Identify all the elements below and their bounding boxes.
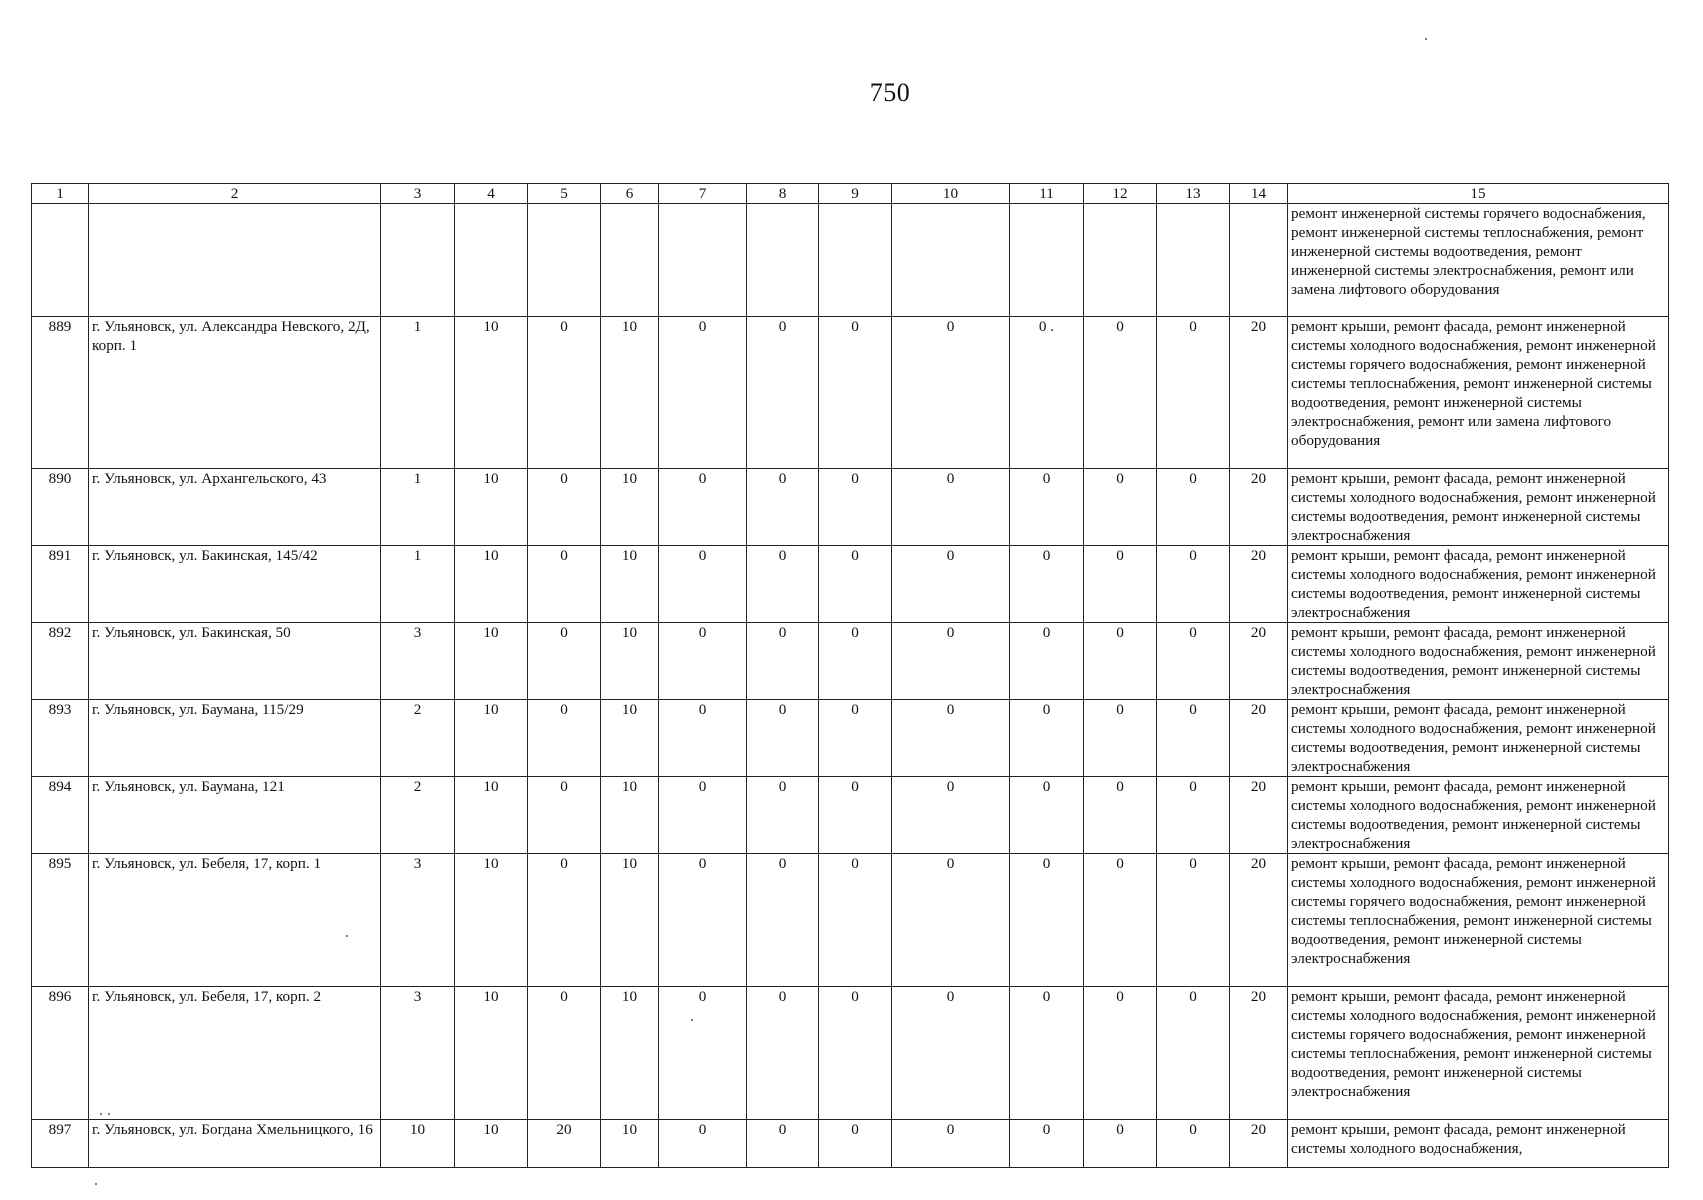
value-cell: 10	[381, 1120, 455, 1168]
value-cell: 0	[819, 777, 892, 854]
value-cell	[1230, 204, 1288, 317]
column-header: 14	[1230, 184, 1288, 204]
value-cell: 0	[1157, 623, 1230, 700]
value-cell: 0	[659, 546, 747, 623]
value-cell: 0	[892, 546, 1010, 623]
value-cell: 0	[747, 317, 819, 469]
value-cell: 0	[747, 623, 819, 700]
value-cell: 2	[381, 777, 455, 854]
address-cell: г. Ульяновск, ул. Баумана, 115/29	[89, 700, 381, 777]
value-cell: 0	[892, 1120, 1010, 1168]
value-cell: 3	[381, 987, 455, 1120]
value-cell: 0	[528, 777, 601, 854]
value-cell	[381, 204, 455, 317]
value-cell: 0	[747, 546, 819, 623]
value-cell: 0	[892, 469, 1010, 546]
value-cell: 0	[1157, 777, 1230, 854]
value-cell: 10	[455, 777, 528, 854]
value-cell	[659, 204, 747, 317]
value-cell: 20	[1230, 777, 1288, 854]
value-cell: 0	[659, 987, 747, 1120]
value-cell: 0	[747, 700, 819, 777]
value-cell: 0	[659, 854, 747, 987]
value-cell: 0	[1157, 1120, 1230, 1168]
value-cell: 0	[1157, 987, 1230, 1120]
table-row	[32, 777, 1669, 854]
scan-speck	[1425, 38, 1427, 40]
value-cell: 10	[455, 469, 528, 546]
value-cell: 0	[1010, 777, 1084, 854]
row-number-cell: 894	[32, 777, 89, 854]
column-header: 8	[747, 184, 819, 204]
value-cell	[747, 204, 819, 317]
address-cell: г. Ульяновск, ул. Богдана Хмельницкого, 16	[89, 1120, 381, 1168]
value-cell: 0	[1157, 854, 1230, 987]
value-cell: 0	[819, 987, 892, 1120]
column-header: 3	[381, 184, 455, 204]
table-row	[32, 623, 1669, 700]
value-cell: 0	[528, 854, 601, 987]
value-cell: 0	[1010, 546, 1084, 623]
value-cell: 0	[1084, 1120, 1157, 1168]
address-cell: г. Ульяновск, ул. Бакинская, 50	[89, 623, 381, 700]
address-cell: г. Ульяновск, ул. Бакинская, 145/42	[89, 546, 381, 623]
column-header: 9	[819, 184, 892, 204]
value-cell: 10	[455, 546, 528, 623]
value-cell	[601, 204, 659, 317]
value-cell: 0	[659, 317, 747, 469]
value-cell: 0	[1157, 317, 1230, 469]
row-number-cell	[32, 204, 89, 317]
works-list-cell: ремонт крыши, ремонт фасада, ремонт инженерной системы холодного водоснабжения, ремонт инженерной системы горячего водоснабжения, ремонт инженерной системы теплоснабжения, ремонт инженерной системы водоотведения, ремонт инженерной системы электроснабжения	[1288, 987, 1669, 1120]
value-cell: 10	[601, 777, 659, 854]
value-cell: 20	[1230, 546, 1288, 623]
works-list-cell: ремонт крыши, ремонт фасада, ремонт инженерной системы холодного водоснабжения, ремонт инженерной системы водоотведения, ремонт инженерной системы электроснабжения	[1288, 546, 1669, 623]
value-cell	[892, 204, 1010, 317]
value-cell: 10	[455, 987, 528, 1120]
value-cell: 0	[819, 854, 892, 987]
value-cell: 0	[659, 777, 747, 854]
address-cell: г. Ульяновск, ул. Баумана, 121	[89, 777, 381, 854]
value-cell: 0 .	[1010, 317, 1084, 469]
register-table	[31, 183, 1669, 1168]
value-cell: 10	[455, 854, 528, 987]
column-header: 15	[1288, 184, 1669, 204]
value-cell: 0	[747, 469, 819, 546]
value-cell: 0	[747, 854, 819, 987]
table-row	[32, 546, 1669, 623]
value-cell: 10	[601, 623, 659, 700]
table-row	[32, 987, 1669, 1120]
value-cell: 20	[1230, 987, 1288, 1120]
column-header: 1	[32, 184, 89, 204]
works-list-cell: ремонт инженерной системы горячего водоснабжения, ремонт инженерной системы теплоснабжения, ремонт инженерной системы водоотведения, ремонт инженерной системы электроснабжения, ремонт или замена лифтового оборудования	[1288, 204, 1669, 317]
table-row	[32, 854, 1669, 987]
column-header: 6	[601, 184, 659, 204]
value-cell: 0	[659, 1120, 747, 1168]
column-header: 10	[892, 184, 1010, 204]
value-cell: 0	[1010, 987, 1084, 1120]
page-number: 750	[869, 78, 911, 107]
column-header: 4	[455, 184, 528, 204]
row-number-cell: 890	[32, 469, 89, 546]
value-cell: 0	[892, 317, 1010, 469]
table-row	[32, 1120, 1669, 1168]
value-cell: 0	[819, 623, 892, 700]
value-cell: 0	[1157, 469, 1230, 546]
table-body	[32, 204, 1669, 1168]
value-cell: 0	[659, 469, 747, 546]
value-cell: 10	[601, 700, 659, 777]
value-cell: 0	[1010, 1120, 1084, 1168]
value-cell: 10	[601, 469, 659, 546]
works-list-cell: ремонт крыши, ремонт фасада, ремонт инженерной системы холодного водоснабжения, ремонт инженерной системы водоотведения, ремонт инженерной системы электроснабжения	[1288, 469, 1669, 546]
value-cell: 0	[528, 987, 601, 1120]
value-cell: 0	[1084, 777, 1157, 854]
works-list-cell: ремонт крыши, ремонт фасада, ремонт инженерной системы холодного водоснабжения, ремонт инженерной системы горячего водоснабжения, ремонт инженерной системы теплоснабжения, ремонт инженерной системы водоотведения, ремонт инженерной системы электроснабжения, ремонт или замена лифтового оборудования	[1288, 317, 1669, 469]
value-cell: 10	[601, 987, 659, 1120]
value-cell: 3	[381, 854, 455, 987]
value-cell	[1157, 204, 1230, 317]
column-header: 11	[1010, 184, 1084, 204]
value-cell: 10	[455, 700, 528, 777]
row-number-cell: 889	[32, 317, 89, 469]
value-cell: 10	[601, 1120, 659, 1168]
value-cell: 1	[381, 317, 455, 469]
address-cell: г. Ульяновск, ул. Бебеля, 17, корп. 1	[89, 854, 381, 987]
value-cell	[1084, 204, 1157, 317]
column-header: 13	[1157, 184, 1230, 204]
value-cell: 0	[747, 987, 819, 1120]
value-cell: 2	[381, 700, 455, 777]
column-header: 12	[1084, 184, 1157, 204]
value-cell: 0	[819, 700, 892, 777]
value-cell: 0	[892, 623, 1010, 700]
value-cell: 20	[1230, 469, 1288, 546]
value-cell: 0	[1010, 469, 1084, 546]
row-number-cell: 896	[32, 987, 89, 1120]
value-cell: 10	[601, 854, 659, 987]
row-number-cell: 895	[32, 854, 89, 987]
table-row	[32, 700, 1669, 777]
value-cell: 0	[528, 623, 601, 700]
value-cell: 20	[1230, 854, 1288, 987]
value-cell: 20	[528, 1120, 601, 1168]
value-cell: 20	[1230, 317, 1288, 469]
works-list-cell: ремонт крыши, ремонт фасада, ремонт инженерной системы холодного водоснабжения, ремонт инженерной системы горячего водоснабжения, ремонт инженерной системы теплоснабжения, ремонт инженерной системы водоотведения, ремонт инженерной системы электроснабжения	[1288, 854, 1669, 987]
value-cell: 10	[455, 317, 528, 469]
works-list-cell: ремонт крыши, ремонт фасада, ремонт инженерной системы холодного водоснабжения, ремонт инженерной системы водоотведения, ремонт инженерной системы электроснабжения	[1288, 623, 1669, 700]
value-cell: 1	[381, 469, 455, 546]
table-row	[32, 469, 1669, 546]
value-cell: 0	[1157, 700, 1230, 777]
value-cell: 0	[1084, 854, 1157, 987]
value-cell: 0	[1084, 987, 1157, 1120]
table-row	[32, 204, 1669, 317]
value-cell: 0	[819, 469, 892, 546]
value-cell: 20	[1230, 1120, 1288, 1168]
value-cell: 0	[892, 777, 1010, 854]
value-cell	[455, 204, 528, 317]
value-cell: 0	[892, 987, 1010, 1120]
value-cell: 0	[1084, 469, 1157, 546]
value-cell: 10	[601, 317, 659, 469]
value-cell: 0	[528, 700, 601, 777]
value-cell: 0	[747, 1120, 819, 1168]
value-cell: 0	[819, 1120, 892, 1168]
value-cell: 20	[1230, 623, 1288, 700]
value-cell	[819, 204, 892, 317]
value-cell: 0	[1010, 700, 1084, 777]
value-cell: 0	[892, 700, 1010, 777]
column-header: 2	[89, 184, 381, 204]
value-cell: 10	[455, 623, 528, 700]
value-cell: 0	[819, 317, 892, 469]
value-cell: 0	[892, 854, 1010, 987]
value-cell: 0	[1084, 317, 1157, 469]
value-cell: 0	[1157, 546, 1230, 623]
column-header: 5	[528, 184, 601, 204]
row-number-cell: 897	[32, 1120, 89, 1168]
value-cell: 0	[528, 469, 601, 546]
value-cell: 3	[381, 623, 455, 700]
table-row	[32, 317, 1669, 469]
address-cell: г. Ульяновск, ул. Бебеля, 17, корп. 2	[89, 987, 381, 1120]
value-cell: 0	[1010, 854, 1084, 987]
value-cell: 0	[1084, 700, 1157, 777]
value-cell	[1010, 204, 1084, 317]
value-cell: 0	[1084, 546, 1157, 623]
address-cell: г. Ульяновск, ул. Александра Невского, 2Д, корп. 1	[89, 317, 381, 469]
value-cell: 0	[819, 546, 892, 623]
works-list-cell: ремонт крыши, ремонт фасада, ремонт инженерной системы холодного водоснабжения, ремонт инженерной системы водоотведения, ремонт инженерной системы электроснабжения	[1288, 777, 1669, 854]
scan-speck	[95, 1183, 97, 1185]
row-number-cell: 893	[32, 700, 89, 777]
column-header: 7	[659, 184, 747, 204]
value-cell: 0	[528, 317, 601, 469]
table-header-row	[32, 184, 1669, 204]
value-cell	[528, 204, 601, 317]
value-cell: 10	[601, 546, 659, 623]
value-cell: 0	[747, 777, 819, 854]
works-list-cell: ремонт крыши, ремонт фасада, ремонт инженерной системы холодного водоснабжения, ремонт инженерной системы водоотведения, ремонт инженерной системы электроснабжения	[1288, 700, 1669, 777]
address-cell: г. Ульяновск, ул. Архангельского, 43	[89, 469, 381, 546]
works-list-cell: ремонт крыши, ремонт фасада, ремонт инженерной системы холодного водоснабжения,	[1288, 1120, 1669, 1168]
value-cell: 1	[381, 546, 455, 623]
value-cell: 10	[455, 1120, 528, 1168]
row-number-cell: 891	[32, 546, 89, 623]
value-cell: 0	[528, 546, 601, 623]
value-cell: 0	[1084, 623, 1157, 700]
value-cell: 0	[659, 623, 747, 700]
value-cell: 0	[659, 700, 747, 777]
address-cell	[89, 204, 381, 317]
row-number-cell: 892	[32, 623, 89, 700]
value-cell: 0	[1010, 623, 1084, 700]
value-cell: 20	[1230, 700, 1288, 777]
